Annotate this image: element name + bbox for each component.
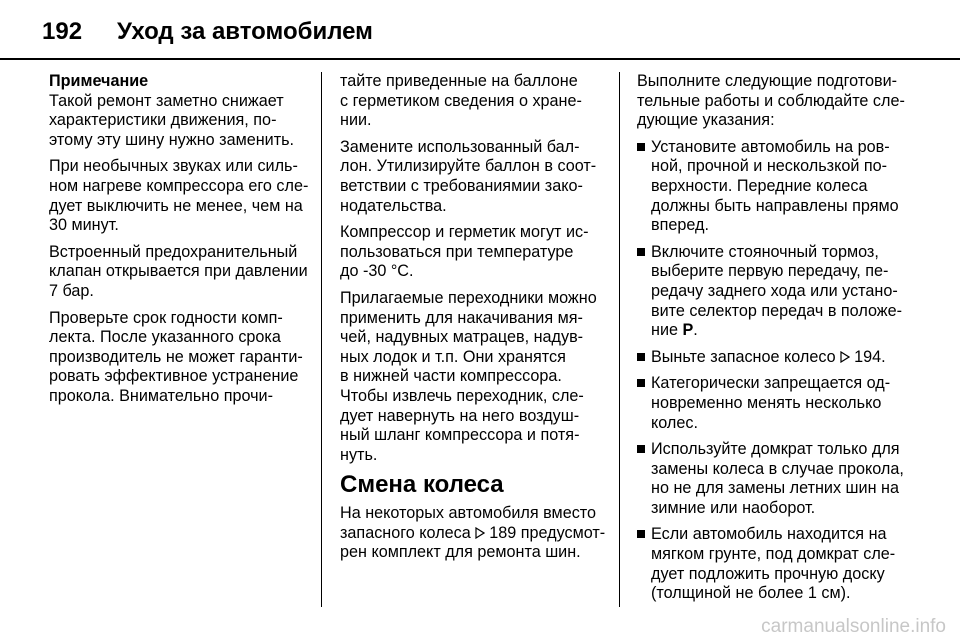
text-line: выберите первую передачу, пе-: [651, 262, 889, 281]
list-item: [637, 138, 909, 236]
page-reference-link[interactable]: 189: [489, 523, 517, 542]
text-line: Проверьте срок годности комп-: [49, 308, 283, 327]
text-line: 30 минут.: [49, 216, 119, 235]
text-span: Выньте запасное колесо: [651, 347, 836, 366]
column-1: [49, 72, 311, 414]
text-line: 7 бар.: [49, 281, 94, 300]
text-line: пользоваться при температуре: [340, 242, 574, 261]
paragraph: [340, 223, 606, 282]
square-bullet-icon: [637, 530, 645, 538]
list-item: [637, 525, 909, 603]
paragraph: [49, 92, 311, 151]
text-line: Чтобы извлечь переходник, сле-: [340, 386, 584, 405]
paragraph: [49, 157, 311, 235]
text-line: верхности. Передние колеса: [651, 176, 868, 195]
text-line: с герметиком сведения о хране-: [340, 91, 582, 110]
header-rule: [0, 58, 960, 60]
text-line: лон. Утилизируйте баллон в соот-: [340, 157, 597, 176]
text-span: предусмот-: [516, 523, 606, 542]
section-title: Смена колеса: [340, 471, 504, 499]
text-line: ветствии с требованиямии зако-: [340, 176, 583, 195]
list-item: [637, 348, 909, 368]
text-line: [340, 524, 606, 544]
text-line: Выполните следующие подготови-: [637, 72, 898, 90]
column-2: [340, 72, 606, 570]
text-line: вперед.: [651, 216, 709, 235]
text-line: производитель не может гаранти-: [49, 347, 303, 366]
text-line: Такой ремонт заметно снижает: [49, 91, 284, 110]
text-line: дующие указания:: [637, 111, 775, 130]
square-bullet-icon: [637, 248, 645, 256]
text-line: (толщиной не более 1 см).: [651, 584, 851, 603]
page-header: [42, 12, 373, 52]
text-line: характеристики движения, по-: [49, 111, 277, 130]
square-bullet-icon: [637, 445, 645, 453]
text-line: вите селектор передач в положе-: [651, 301, 902, 320]
text-line: [651, 348, 909, 368]
list-item: [637, 243, 909, 341]
text-line: Включите стояночный тормоз,: [651, 242, 879, 261]
text-span: запасного колеса: [340, 523, 471, 542]
text-line: до -30 °C.: [340, 262, 414, 281]
text-line: этому эту шину нужно заменить.: [49, 130, 295, 149]
text-line: в нижней части компрессора.: [340, 367, 562, 386]
text-line: дует выключить не менее, чем на: [49, 196, 303, 215]
text-line: нодательства.: [340, 196, 447, 215]
square-bullet-icon: [637, 353, 645, 361]
text-span: .: [881, 347, 886, 366]
text-line: зимние или наоборот.: [651, 498, 816, 517]
paragraph: [49, 243, 311, 302]
text-line: ном нагреве компрессора его сле-: [49, 176, 309, 195]
text-line: замены колеса в случае прокола,: [651, 459, 904, 478]
column-divider: [321, 72, 322, 607]
text-line: редачу заднего хода или устано-: [651, 281, 898, 300]
text-line: дует подложить прочную доску: [651, 564, 885, 583]
cross-reference-arrow-icon: [475, 527, 485, 539]
watermark: carmanualsonline.info: [761, 616, 946, 637]
text-line: Замените использованный бал-: [340, 137, 580, 156]
cross-reference-arrow-icon: [840, 351, 850, 363]
text-line: Встроенный предохранительный: [49, 242, 298, 261]
text-line: ной, прочной и нескользкой по-: [651, 157, 888, 176]
text-line: ный шланг компрессора и потя-: [340, 426, 580, 445]
text-line: чей, надувных матрацев, надув-: [340, 328, 584, 347]
text-line: но не для замены летних шин на: [651, 479, 899, 498]
text-span: ние: [651, 321, 683, 340]
column-3: [637, 72, 909, 611]
page-number: 192: [42, 18, 83, 45]
paragraph: [637, 72, 909, 131]
text-line: Компрессор и герметик могут ис-: [340, 223, 589, 242]
text-line: должны быть направлены прямо: [651, 196, 899, 215]
text-line: Используйте домкрат только для: [651, 440, 900, 459]
text-line: На некоторых автомобиля вместо: [340, 504, 597, 523]
text-line: При необычных звуках или силь-: [49, 157, 298, 176]
text-line: новременно менять несколько: [651, 393, 882, 412]
text-span: .: [693, 321, 698, 340]
gear-position-label: P: [682, 321, 694, 340]
text-line: нии.: [340, 111, 372, 130]
text-line: клапан открывается при давлении: [49, 262, 308, 281]
text-line: тельные работы и соблюдайте сле-: [637, 91, 905, 110]
text-line: дует навернуть на него воздуш-: [340, 406, 580, 425]
page-reference-link[interactable]: 194: [854, 347, 882, 366]
note-title: Примечание: [49, 72, 149, 90]
text-line: нуть.: [340, 445, 378, 464]
column-divider: [619, 72, 620, 607]
text-line: прокола. Внимательно прочи-: [49, 386, 273, 405]
paragraph: [340, 504, 606, 563]
page-title: Уход за автомобилем: [117, 18, 373, 45]
text-line: рен комплект для ремонта шин.: [340, 543, 581, 562]
square-bullet-icon: [637, 143, 645, 151]
square-bullet-icon: [637, 379, 645, 387]
paragraph: [340, 138, 606, 216]
text-line: колес.: [651, 413, 698, 432]
text-line: применить для накачивания мя-: [340, 308, 583, 327]
text-line: Прилагаемые переходники можно: [340, 288, 597, 307]
text-line: ровать эффективное устранение: [49, 367, 299, 386]
list-item: [637, 374, 909, 433]
text-line: ных лодок и т.п. Они хранятся: [340, 347, 566, 366]
text-line: [651, 321, 909, 341]
list-item: [637, 440, 909, 518]
text-line: Если автомобиль находится на: [651, 525, 887, 544]
text-line: мягком грунте, под домкрат сле-: [651, 545, 896, 564]
paragraph: [340, 72, 606, 131]
text-line: лекта. После указанного срока: [49, 328, 281, 347]
paragraph: [340, 289, 606, 465]
paragraph: [49, 309, 311, 407]
text-line: Установите автомобиль на ров-: [651, 137, 890, 156]
text-line: Категорически запрещается од-: [651, 374, 891, 393]
text-line: тайте приведенные на баллоне: [340, 72, 578, 90]
